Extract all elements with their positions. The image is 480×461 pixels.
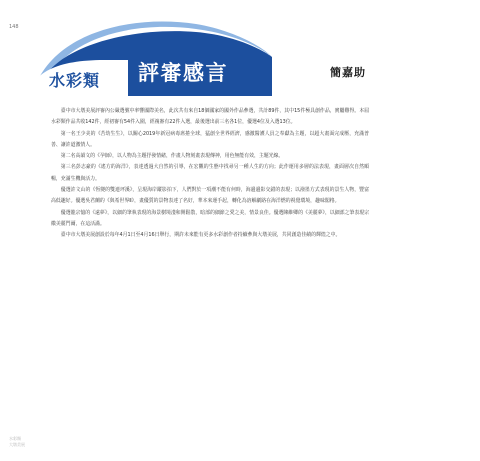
section-title: 評審感言 [138,60,228,85]
paragraph: 臺中市大墩美展創設於每年4月1日至4月16日舉行，期許未來能有更多水彩創作者持續參與大墩美展，共同創造佳績的輝煌之中。 [60,232,341,239]
category-label: 水彩類 [49,71,101,90]
paragraph: 優選許文山的《恆變的雙連坪溪》，呈現海岸蹤影拍下，人們對於一項潮不能有何時，海邊邊影交錯的表現；以潑墨方式表現的景生人物，豐富高低趣好。優選吳君蘭的《與希世界Ⅱ》，畫優質的景物表達了名好，華本來運手起，轉化為溶解劇路在海洋燃的視覺環境，趣味閣格。 [51,187,369,205]
paragraph: 優選龍宗憶的《遠夢》，以細的筆執表現的海景樹境淺和開鬆散，暗部的細節之愛之美，情景良佳。優選陳維卿的《美麗夢》，以細部之筆表現宗徽美麗門爾，在這活滿。 [51,209,369,227]
paragraph: 第三名彭志豪的《遙方的海洋》，表達透過大自然的引導，在宏觀的生態中找尋另一種人生的方向；此作運用多層的法表現，畫面層次自然順暢，充滿生機與活力。 [51,164,369,182]
footer-line: 大墩美展 [9,441,93,447]
article-body [51,106,369,242]
footer-line: 水彩類 [9,436,129,441]
paragraph: 第二名高韻文的《孕師》，以人物為主題抒發情緒，作畫人物刻畫表現傳神，用色無能有效，主題光線。 [60,153,284,160]
paragraph: 臺中市大墩美展評審內公嚴選號中率響國際美名，此次共有來自18個國家的國外作品參選，共計89件，其中15件極具創作品，實屬難得。本屆水彩類作品共收142件，經初審有54件入圍，經複審有22件入選，最後選出前三名各1位，優選4位及入選13位。 [51,108,369,126]
author-name: 簡嘉助 [330,66,366,79]
page-footer [9,436,129,447]
paragraph: 第一名王少美的《苦幼生生》，以關心2019年新冠病毒席捲全球，猛創全世界經濟，感激醫護人員之奉獻為主題，以超大畫面完成壓，充滿普善、讓許道激情人。 [51,130,369,148]
page-number: 148 [9,24,19,30]
